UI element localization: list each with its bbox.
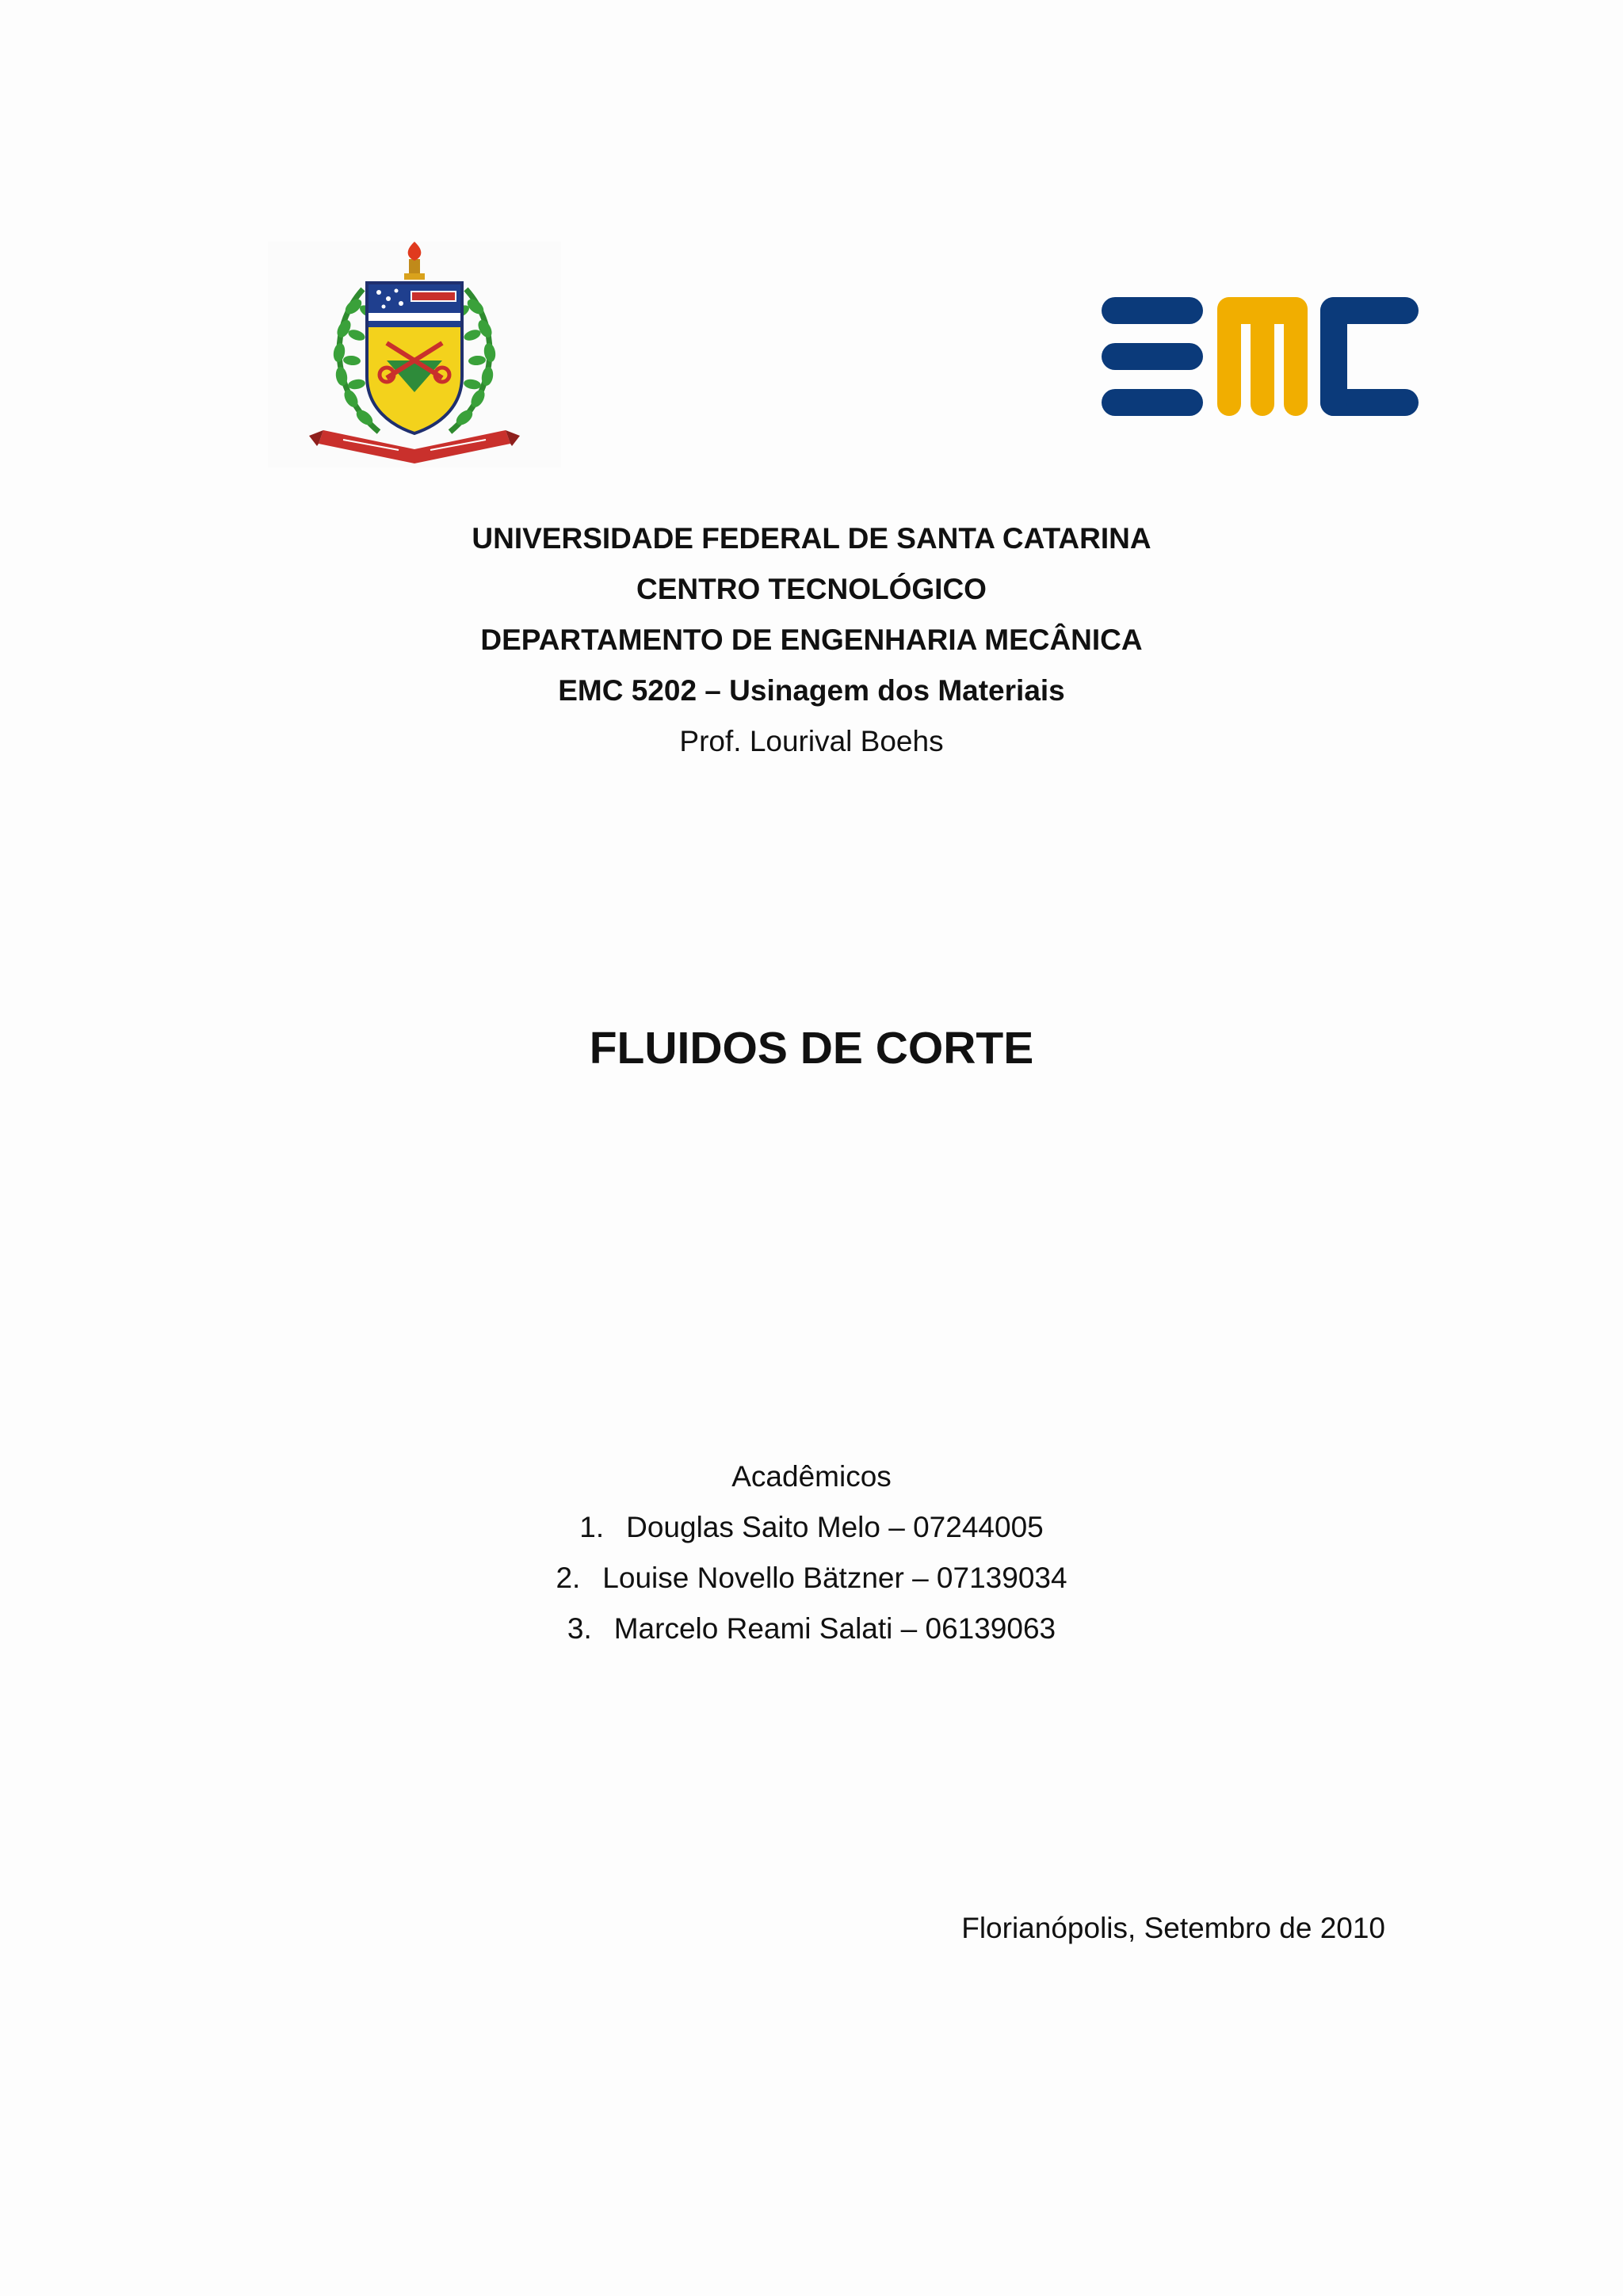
students-label: Acadêmicos [731,1460,892,1493]
ufsc-coat-of-arms-icon [268,242,561,467]
list-item-number: 1. [579,1511,605,1543]
university-name: UNIVERSIDADE FEDERAL DE SANTA CATARINA [472,522,1151,555]
place-date: Florianópolis, Setembro de 2010 [961,1912,1385,1944]
list-item [0,1502,1623,1553]
department-name: DEPARTAMENTO DE ENGENHARIA MECÂNICA [480,624,1143,656]
institution-header [0,513,1623,767]
course-name: EMC 5202 – Usinagem dos Materiais [558,674,1065,707]
list-item-number: 2. [556,1562,581,1594]
emc-logo-icon [1102,289,1419,424]
student-name: Louise Novello Bätzner – 07139034 [602,1562,1067,1594]
student-name: Marcelo Reami Salati – 06139063 [613,1612,1056,1645]
list-item-number: 3. [567,1612,592,1645]
list-item [0,1553,1623,1604]
document-title: FLUIDOS DE CORTE [589,1023,1034,1074]
professor-name: Prof. Lourival Boehs [679,725,944,757]
students-list [0,1502,1623,1654]
center-name: CENTRO TECNOLÓGICO [636,573,987,605]
list-item [0,1604,1623,1654]
student-name: Douglas Saito Melo – 07244005 [626,1511,1044,1543]
